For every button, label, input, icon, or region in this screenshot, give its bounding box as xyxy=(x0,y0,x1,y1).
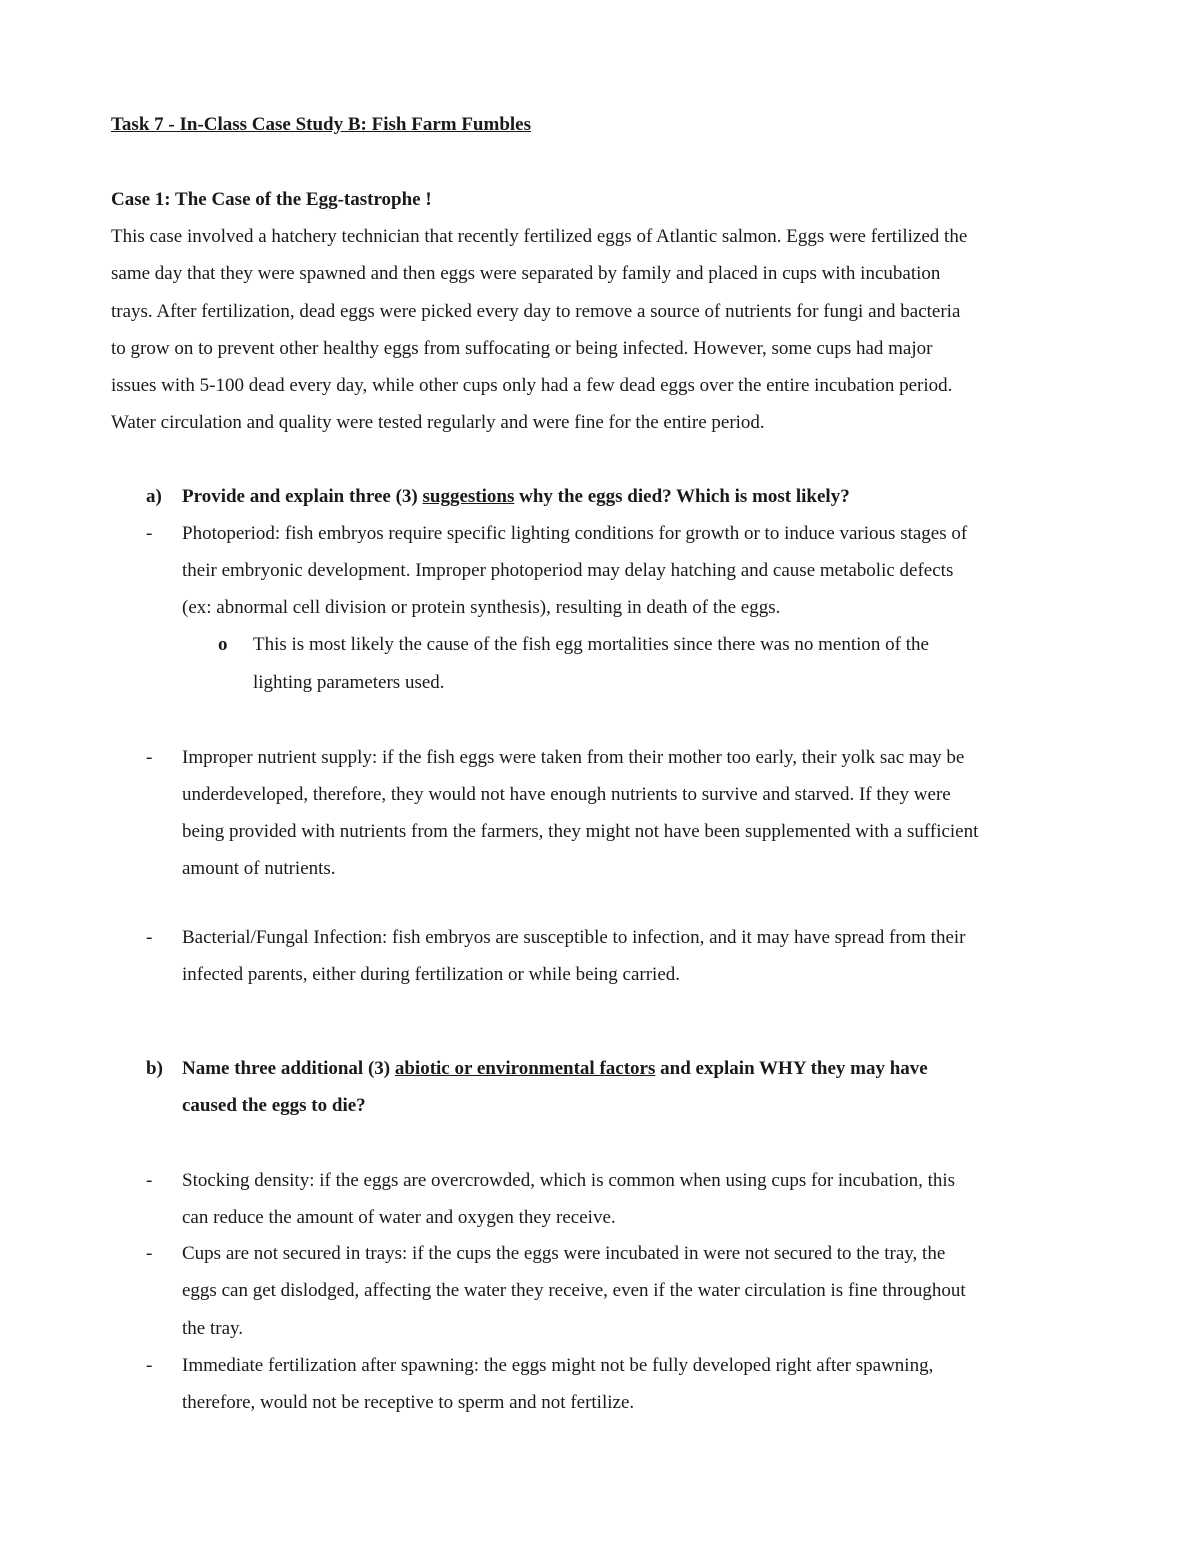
bullet-line: the tray. xyxy=(182,1318,244,1339)
paragraph-line: Water circulation and quality were tested regularly and were fine for the entire period. xyxy=(111,412,765,433)
paragraph-line: trays. After fertilization, dead eggs were picked every day to remove a source of nutrients for fungi and bacteria xyxy=(111,301,961,322)
bullet-line: Cups are not secured in trays: if the cups the eggs were incubated in were not secured to the tray, the xyxy=(182,1243,946,1264)
sub-bullet-marker: o xyxy=(218,634,228,655)
bullet-line: Improper nutrient supply: if the fish eggs were taken from their mother too early, their yolk sac may be xyxy=(182,747,965,768)
paragraph-line: This case involved a hatchery technician that recently fertilized eggs of Atlantic salmon. Eggs were fertilized the xyxy=(111,226,968,247)
bullet-line: amount of nutrients. xyxy=(182,858,336,879)
paragraph-line: issues with 5-100 dead every day, while other cups only had a few dead eggs over the entire incubation period. xyxy=(111,375,953,396)
bullet-dash: - xyxy=(146,927,153,948)
document-title: Task 7 - In-Class Case Study B: Fish Farm Fumbles xyxy=(111,114,532,135)
bullet-line: Photoperiod: fish embryos require specific lighting conditions for growth or to induce various stages of xyxy=(182,523,968,544)
sub-bullet-line: lighting parameters used. xyxy=(253,672,445,693)
question-marker: b) xyxy=(146,1058,163,1079)
bullet-dash: - xyxy=(146,1243,153,1264)
bullet-line: Bacterial/Fungal Infection: fish embryos are susceptible to infection, and it may have spread from their xyxy=(182,927,966,948)
bullet-dash: - xyxy=(146,1170,153,1191)
bullet-line: (ex: abnormal cell division or protein synthesis), resulting in death of the eggs. xyxy=(182,597,781,618)
bullet-line: eggs can get dislodged, affecting the water they receive, even if the water circulation is fine throughout xyxy=(182,1280,966,1301)
underlined-keyword: suggestions xyxy=(422,486,515,507)
bullet-line: underdeveloped, therefore, they would not have enough nutrients to survive and starved. If they were xyxy=(182,784,951,805)
question-marker: a) xyxy=(146,486,162,507)
question-text: Name three additional (3) abiotic or environmental factors and explain WHY they may have xyxy=(182,1058,928,1079)
question-text-line2: caused the eggs to die? xyxy=(182,1095,366,1116)
bullet-dash: - xyxy=(146,523,153,544)
question-text: Provide and explain three (3) suggestions why the eggs died? Which is most likely? xyxy=(182,486,850,507)
sub-bullet-line: This is most likely the cause of the fish egg mortalities since there was no mention of the xyxy=(253,634,929,655)
bullet-line: being provided with nutrients from the farmers, they might not have been supplemented with a sufficient xyxy=(182,821,979,842)
bullet-line: their embryonic development. Improper photoperiod may delay hatching and cause metabolic defects xyxy=(182,560,954,581)
bullet-dash: - xyxy=(146,1355,153,1376)
bullet-line: Stocking density: if the eggs are overcrowded, which is common when using cups for incubation, this xyxy=(182,1170,956,1191)
paragraph-line: same day that they were spawned and then eggs were separated by family and placed in cups with incubation xyxy=(111,263,941,284)
bullet-line: Immediate fertilization after spawning: the eggs might not be fully developed right after spawning, xyxy=(182,1355,934,1376)
bullet-line: can reduce the amount of water and oxygen they receive. xyxy=(182,1207,616,1228)
bullet-line: therefore, would not be receptive to sperm and not fertilize. xyxy=(182,1392,635,1413)
paragraph-line: to grow on to prevent other healthy eggs from suffocating or being infected. However, some cups had major xyxy=(111,338,933,359)
bullet-line: infected parents, either during fertilization or while being carried. xyxy=(182,964,681,985)
bullet-dash: - xyxy=(146,747,153,768)
underlined-keyword: abiotic or environmental factors xyxy=(394,1058,656,1079)
case-heading: Case 1: The Case of the Egg-tastrophe ! xyxy=(111,189,432,210)
